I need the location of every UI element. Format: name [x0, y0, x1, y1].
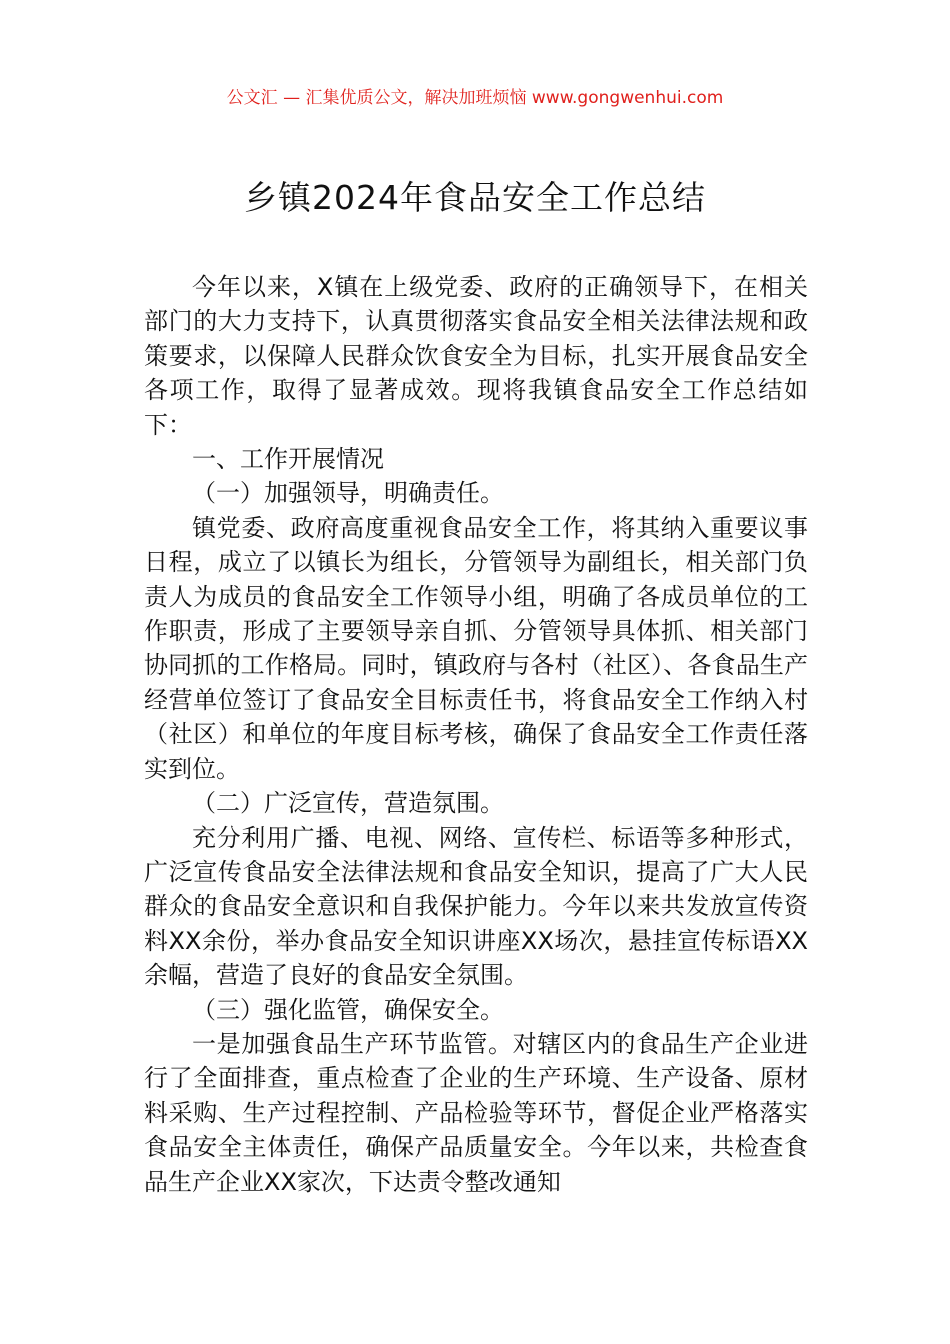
document-body: [144, 270, 808, 1199]
section-heading: 一、工作开展情况: [192, 445, 384, 474]
body-paragraph: 一是加强食品生产环节监管。对辖区内的食品生产企业进行了全面排查，重点检查了企业的生产环境、生产设备、原材料采购、生产过程控制、产品检验等环节，督促企业严格落实食品安全主体责任，确保产品质量安全。今年以来，共检查食品生产企业XX家次，下达责令整改通知: [144, 1029, 808, 1196]
body-paragraph: 充分利用广播、电视、网络、宣传栏、标语等多种形式，广泛宣传食品安全法律法规和食品安全知识，提高了广大人民群众的食品安全意识和自我保护能力。今年以来共发放宣传资料XX余份，举办食品安全知识讲座XX场次，悬挂宣传标语XX余幅，营造了良好的食品安全氛围。: [144, 823, 808, 990]
body-paragraph: 镇党委、政府高度重视食品安全工作，将其纳入重要议事日程，成立了以镇长为组长，分管领导为副组长，相关部门负责人为成员的食品安全工作领导小组，明确了各成员单位的工作职责，形成了主要领导亲自抓、分管领导具体抓、相关部门协同抓的工作格局。同时，镇政府与各村（社区）、各食品生产经营单位签订了食品安全目标责任书，将食品安全工作纳入村（社区）和单位的年度目标考核，确保了食品安全工作责任落实到位。: [144, 513, 808, 783]
header-banner[interactable]: 公文汇 — 汇集优质公文，解决加班烦恼 www.gongwenhui.com: [226, 88, 724, 108]
subsection-heading: （二）广泛宣传，营造氛围。: [192, 789, 504, 818]
subsection-heading: （三）强化监管，确保安全。: [192, 995, 504, 1024]
subsection-heading: （一）加强领导，明确责任。: [192, 479, 504, 508]
intro-paragraph: 今年以来，X镇在上级党委、政府的正确领导下，在相关部门的大力支持下，认真贯彻落实食品安全相关法律法规和政策要求，以保障人民群众饮食安全为目标，扎实开展食品安全各项工作，取得了显著成效。现将我镇食品安全工作总结如下：: [144, 273, 808, 439]
document-title: 乡镇2024年食品安全工作总结: [244, 178, 706, 217]
